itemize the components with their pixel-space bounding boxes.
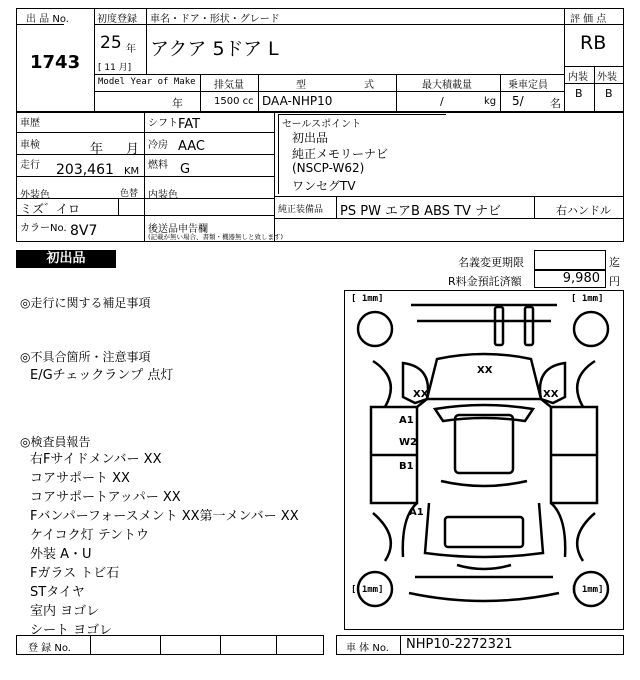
- reg-label: 登 録 No.: [28, 643, 71, 654]
- sales-point-1: 初出品: [292, 131, 329, 145]
- exterior-label: 外装: [597, 72, 617, 83]
- shift-value: FAT: [178, 117, 201, 132]
- inspector-item-5: ケイコク灯 テントウ: [30, 528, 150, 543]
- color-code-label: カラーNo.: [20, 223, 67, 234]
- inspector-item-2: コアサポート XX: [30, 471, 130, 486]
- model-year-label: Model Year of Make: [98, 77, 196, 87]
- name-change-box: [534, 250, 606, 270]
- ac-label: 冷房: [148, 140, 168, 151]
- capacity-unit: 名: [550, 97, 561, 110]
- damage-diagram: [344, 290, 624, 630]
- delivery-note: (記載が無い場合、書類・機器無しと致します): [148, 233, 284, 241]
- first-listing-badge: 初出品: [16, 250, 116, 268]
- int-color-label: 内装色: [148, 190, 178, 201]
- car-name: アクア 5ドア L: [150, 38, 279, 60]
- lot-number: 1743: [30, 52, 81, 73]
- name-change-unit: 迄: [609, 256, 620, 269]
- year-suffix: 年: [126, 44, 136, 55]
- model-label: 型: [296, 80, 306, 91]
- first-reg-year: 25: [100, 33, 122, 53]
- interior-grade: B: [575, 87, 583, 100]
- mark-w2: W2: [399, 437, 417, 448]
- displacement-value: 1500 cc: [214, 96, 254, 107]
- exterior-grade: B: [605, 87, 613, 100]
- ext-color-label: 外装色: [20, 190, 50, 201]
- inspector-item-4: Fバンパーフォースメント XX第一メンバー XX: [30, 509, 299, 524]
- mark-b1: B1: [399, 461, 414, 472]
- mark-a1-front: A1: [399, 415, 414, 426]
- name-change-label: 名義変更期限: [458, 256, 524, 269]
- inspector-item-8: STタイヤ: [30, 585, 85, 600]
- inspector-item-10: シート ヨゴレ: [30, 623, 113, 638]
- delivery-label: 後送品申告欄: [148, 224, 208, 235]
- first-reg-label: 初度登録: [97, 14, 137, 25]
- inspector-item-9: 室内 ヨゴレ: [30, 604, 100, 619]
- sales-point-4: ワンセグTV: [292, 179, 356, 193]
- mark-a1-rear: A1: [409, 507, 424, 518]
- equipment-value: PS PW エアB ABS TV ナビ: [340, 204, 502, 219]
- sales-point-2: 純正メモリーナビ: [292, 147, 389, 161]
- yen-unit: 円: [609, 275, 620, 288]
- score-label: 評 価 点: [570, 14, 607, 25]
- mark-right-fender: XX: [543, 389, 559, 400]
- mileage-label: 走行: [20, 160, 40, 171]
- capacity-value: 5/: [512, 94, 524, 108]
- scale-top-right: [ 1mm]: [571, 294, 604, 304]
- scale-bottom-right: [ 1mm]: [571, 585, 604, 595]
- recycle-amount: 9,980: [562, 271, 600, 286]
- max-load-value: /: [440, 95, 444, 108]
- fuel-label: 燃料: [148, 160, 168, 171]
- sales-points-label: セールスポイント: [282, 119, 362, 130]
- inspection-month: 月: [126, 142, 140, 157]
- car-label: 車名・ドア・形状・グレード: [150, 14, 280, 25]
- ext-color-value: ミズ゛イロ: [20, 202, 81, 216]
- year-unit: 年: [172, 97, 183, 110]
- lot-label: 出 品 No.: [26, 14, 69, 25]
- history-label: 車歴: [20, 118, 40, 129]
- sales-point-3: (NSCP-W62): [292, 161, 365, 175]
- score-value: RB: [580, 32, 607, 54]
- kg-unit: kg: [484, 96, 497, 107]
- color-code-value: 8V7: [70, 223, 98, 239]
- max-load-label: 最大積載量: [422, 80, 472, 91]
- chassis-label: 車 体 No.: [346, 643, 389, 654]
- inspection-year: 年: [90, 142, 104, 157]
- chassis-number: NHP10-2272321: [406, 637, 513, 652]
- equipment-label: 純正装備品: [278, 205, 324, 215]
- inspector-item-3: コアサポートアッパー XX: [30, 490, 181, 505]
- inspection-label: 車検: [20, 140, 40, 151]
- shift-label: シフト: [148, 118, 178, 129]
- inspector-item-7: Fガラス トビ石: [30, 566, 120, 581]
- model-code: DAA-NHP10: [262, 94, 333, 108]
- steering-value: 右ハンドル: [556, 204, 611, 217]
- inspector-item-6: 外装 A・U: [30, 547, 92, 562]
- mark-hood: XX: [477, 365, 493, 376]
- inspector-heading: ◎検査員報告: [20, 435, 91, 449]
- mark-left-fender: XX: [413, 389, 429, 400]
- mileage-value: 203,461: [56, 162, 114, 178]
- color-no-label: 色替: [120, 189, 139, 199]
- defects-heading: ◎不具合箇所・注意事項: [20, 350, 151, 364]
- recycle-label: R料金預託済額: [448, 275, 522, 288]
- model-label-2: 式: [364, 80, 374, 91]
- scale-top-left: [ 1mm]: [351, 294, 384, 304]
- km-unit: KM: [124, 166, 140, 177]
- inspector-item-1: 右Fサイドメンバー XX: [30, 452, 162, 467]
- capacity-label: 乗車定員: [508, 80, 548, 91]
- fuel-value: G: [180, 162, 191, 177]
- first-reg-month: [ 11 月]: [98, 63, 132, 73]
- interior-label: 内装: [568, 72, 588, 83]
- displacement-label: 排気量: [214, 80, 244, 91]
- defect-item: E/Gチェックランプ 点灯: [30, 368, 174, 383]
- driving-heading: ◎走行に関する補足事項: [20, 296, 151, 310]
- ac-value: AAC: [178, 139, 205, 154]
- car-outline-icon: [345, 291, 623, 629]
- scale-bottom-left: [ 1mm]: [351, 585, 384, 595]
